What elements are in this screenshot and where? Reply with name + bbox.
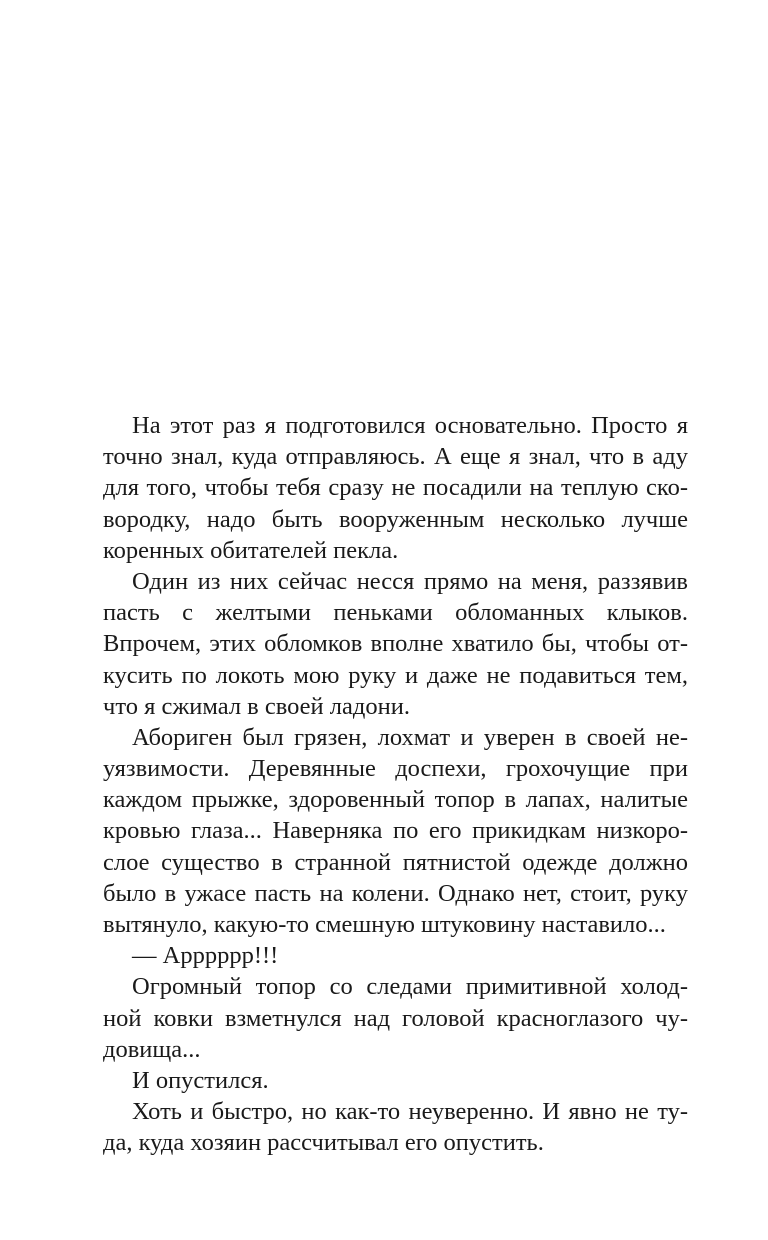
text-line: каждом прыжке, здоровенный топор в лапах, налитые: [103, 786, 688, 814]
text-line: кусить по локоть мою руку и даже не подавиться тем,: [103, 661, 688, 689]
text-line: На этот раз я подготовился основательно. Просто я: [132, 412, 688, 439]
paragraph: [103, 1065, 688, 1096]
text-line: коренных обитателей пекла.: [103, 536, 399, 564]
text-line: довища...: [103, 1035, 201, 1063]
text-line: Один из них сейчас несся прямо на меня, раззявив: [132, 567, 688, 595]
body-text: [103, 410, 688, 1159]
text-line: точно знал, куда отправляюсь. А еще я знал, что в аду: [103, 443, 688, 471]
text-line: да, куда хозяин рассчитывал его опустить.: [103, 1129, 544, 1157]
text-line: было в ужасе пасть на колени. Однако нет, стоит, руку: [103, 879, 688, 907]
text-line: кровью глаза... Наверняка по его прикидкам низкоро-: [103, 817, 688, 845]
text-line: что я сжимал в своей ладони.: [103, 692, 410, 720]
text-line: Впрочем, этих обломков вполне хватило бы, чтобы от-: [103, 630, 688, 658]
text-line: И опустился.: [132, 1066, 269, 1094]
text-line: пасть с желтыми пеньками обломанных клыков.: [103, 599, 688, 627]
text-line: ной ковки взметнулся над головой красноглазого чу-: [103, 1004, 688, 1032]
text-line: вородку, надо быть вооруженным несколько лучше: [103, 505, 688, 533]
text-line: — Арррррр!!!: [132, 942, 279, 970]
text-line: Абориген был грязен, лохмат и уверен в своей не-: [132, 723, 688, 751]
text-line: для того, чтобы тебя сразу не посадили на теплую ско-: [103, 474, 688, 502]
paragraph: [103, 1096, 688, 1158]
paragraph: [103, 410, 688, 566]
paragraph: [103, 722, 688, 940]
paragraph: [103, 940, 688, 971]
text-line: вытянуло, какую-то смешную штуковину наставило...: [103, 911, 666, 938]
paragraph: [103, 971, 688, 1065]
text-line: слое существо в странной пятнистой одежде должно: [103, 848, 688, 876]
text-line: Хоть и быстро, но как-то неуверенно. И явно не ту-: [132, 1098, 688, 1126]
paragraph: [103, 566, 688, 722]
text-line: уязвимости. Деревянные доспехи, грохочущие при: [103, 755, 688, 783]
text-line: Огромный топор со следами примитивной холод-: [132, 973, 688, 1001]
